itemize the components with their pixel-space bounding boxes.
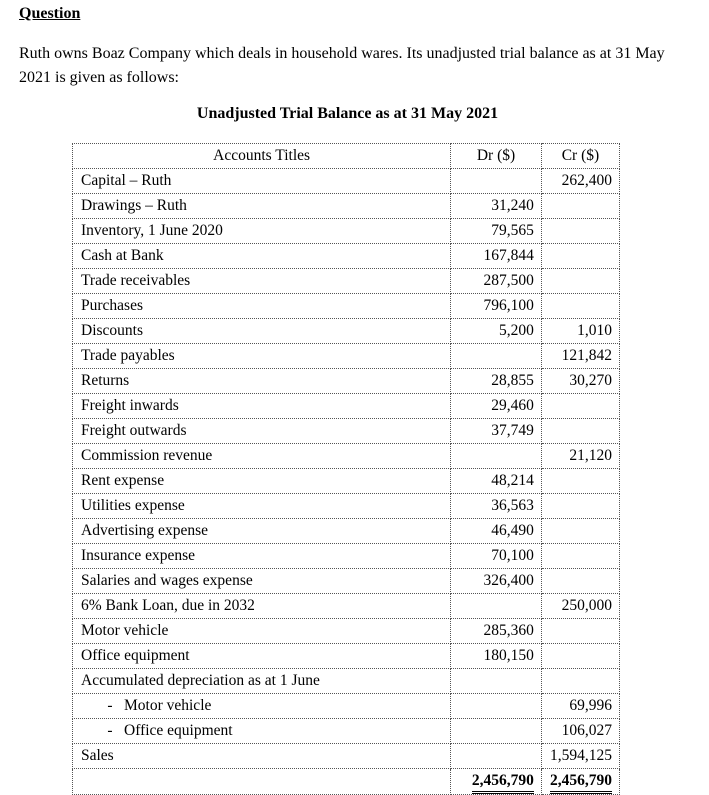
account-title: 6% Bank Loan, due in 2032 <box>73 594 451 619</box>
debit-amount: 180,150 <box>451 644 542 669</box>
account-title: Office equipment <box>73 644 451 669</box>
account-title: Drawings – Ruth <box>73 194 451 219</box>
debit-amount: 48,214 <box>451 469 542 494</box>
table-row <box>73 194 620 219</box>
trial-balance-title <box>0 105 709 123</box>
account-title <box>73 694 451 719</box>
table-row <box>73 269 620 294</box>
total-debit-cell <box>451 769 542 795</box>
trial-balance-table <box>72 143 620 795</box>
credit-amount <box>541 644 619 669</box>
debit-amount: 37,749 <box>451 419 542 444</box>
debit-amount <box>451 694 542 719</box>
account-title: Accumulated depreciation as at 1 June <box>73 669 451 694</box>
debit-amount: 79,565 <box>451 219 542 244</box>
debit-amount: 5,200 <box>451 319 542 344</box>
account-title: Returns <box>73 369 451 394</box>
sub-account <box>81 694 211 718</box>
credit-amount <box>541 219 619 244</box>
credit-amount <box>541 294 619 319</box>
credit-amount: 262,400 <box>541 169 619 194</box>
account-title: Freight inwards <box>73 394 451 419</box>
total-debit: 2,456,790 <box>472 771 534 794</box>
account-title: Motor vehicle <box>73 619 451 644</box>
account-title: Trade receivables <box>73 269 451 294</box>
totals-row <box>73 769 620 795</box>
table-row <box>73 719 620 744</box>
table-row <box>73 344 620 369</box>
account-title: Cash at Bank <box>73 244 451 269</box>
sub-account-dash: - <box>107 697 113 714</box>
table-row <box>73 319 620 344</box>
table-row <box>73 444 620 469</box>
header-account: Accounts Titles <box>73 144 451 169</box>
credit-amount <box>541 519 619 544</box>
table-row <box>73 494 620 519</box>
credit-amount: 121,842 <box>541 344 619 369</box>
account-title: Commission revenue <box>73 444 451 469</box>
header-cr: Cr ($) <box>541 144 619 169</box>
debit-amount <box>451 669 542 694</box>
account-title: Sales <box>73 744 451 769</box>
debit-amount: 796,100 <box>451 294 542 319</box>
account-title: Capital – Ruth <box>73 169 451 194</box>
debit-amount: 70,100 <box>451 544 542 569</box>
sub-account-label: Motor vehicle <box>124 697 212 714</box>
credit-amount <box>541 194 619 219</box>
table-row <box>73 469 620 494</box>
credit-amount: 106,027 <box>541 719 619 744</box>
totals-label <box>73 769 451 795</box>
sub-account-label: Office equipment <box>124 722 233 739</box>
table-row <box>73 294 620 319</box>
table-row <box>73 419 620 444</box>
credit-amount <box>541 619 619 644</box>
table-row <box>73 519 620 544</box>
credit-amount: 69,996 <box>541 694 619 719</box>
credit-amount <box>541 569 619 594</box>
account-title: Purchases <box>73 294 451 319</box>
debit-amount <box>451 719 542 744</box>
question-heading: Question <box>19 5 81 22</box>
trial-balance-body <box>73 144 620 795</box>
total-credit-cell <box>541 769 619 795</box>
credit-amount: 250,000 <box>541 594 619 619</box>
debit-amount: 31,240 <box>451 194 542 219</box>
table-row <box>73 544 620 569</box>
table-row <box>73 619 620 644</box>
table-row <box>73 594 620 619</box>
table-header-row <box>73 144 620 169</box>
account-title <box>73 719 451 744</box>
total-credit: 2,456,790 <box>550 771 612 794</box>
table-row <box>73 394 620 419</box>
table-row <box>73 569 620 594</box>
account-title: Insurance expense <box>73 544 451 569</box>
debit-amount: 28,855 <box>451 369 542 394</box>
debit-amount: 36,563 <box>451 494 542 519</box>
header-dr: Dr ($) <box>451 144 542 169</box>
debit-amount: 326,400 <box>451 569 542 594</box>
debit-amount: 287,500 <box>451 269 542 294</box>
table-row <box>73 644 620 669</box>
debit-amount <box>451 444 542 469</box>
table-row <box>73 369 620 394</box>
debit-amount: 285,360 <box>451 619 542 644</box>
account-title: Utilities expense <box>73 494 451 519</box>
debit-amount: 167,844 <box>451 244 542 269</box>
table-row <box>73 744 620 769</box>
credit-amount <box>541 269 619 294</box>
credit-amount: 21,120 <box>541 444 619 469</box>
account-title: Freight outwards <box>73 419 451 444</box>
table-row <box>73 244 620 269</box>
debit-amount <box>451 744 542 769</box>
debit-amount <box>451 594 542 619</box>
credit-amount <box>541 669 619 694</box>
credit-amount: 1,010 <box>541 319 619 344</box>
account-title: Salaries and wages expense <box>73 569 451 594</box>
credit-amount <box>541 244 619 269</box>
debit-amount <box>451 344 542 369</box>
account-title: Trade payables <box>73 344 451 369</box>
credit-amount <box>541 494 619 519</box>
account-title: Rent expense <box>73 469 451 494</box>
question-intro: Ruth owns Boaz Company which deals in household wares. Its unadjusted trial balance as at 31 May 2021 is given as follows: <box>19 45 665 86</box>
trial-balance-title-text: Unadjusted Trial Balance as at 31 May 2021 <box>196 105 499 122</box>
sub-account-dash: - <box>107 722 113 739</box>
account-title: Discounts <box>73 319 451 344</box>
credit-amount <box>541 419 619 444</box>
debit-amount: 46,490 <box>451 519 542 544</box>
debit-amount <box>451 169 542 194</box>
credit-amount <box>541 394 619 419</box>
table-row <box>73 219 620 244</box>
credit-amount <box>541 544 619 569</box>
credit-amount <box>541 469 619 494</box>
debit-amount: 29,460 <box>451 394 542 419</box>
account-title: Advertising expense <box>73 519 451 544</box>
table-row <box>73 694 620 719</box>
table-row <box>73 669 620 694</box>
credit-amount: 30,270 <box>541 369 619 394</box>
account-title: Inventory, 1 June 2020 <box>73 219 451 244</box>
credit-amount: 1,594,125 <box>541 744 619 769</box>
sub-account <box>81 719 233 743</box>
table-row <box>73 169 620 194</box>
